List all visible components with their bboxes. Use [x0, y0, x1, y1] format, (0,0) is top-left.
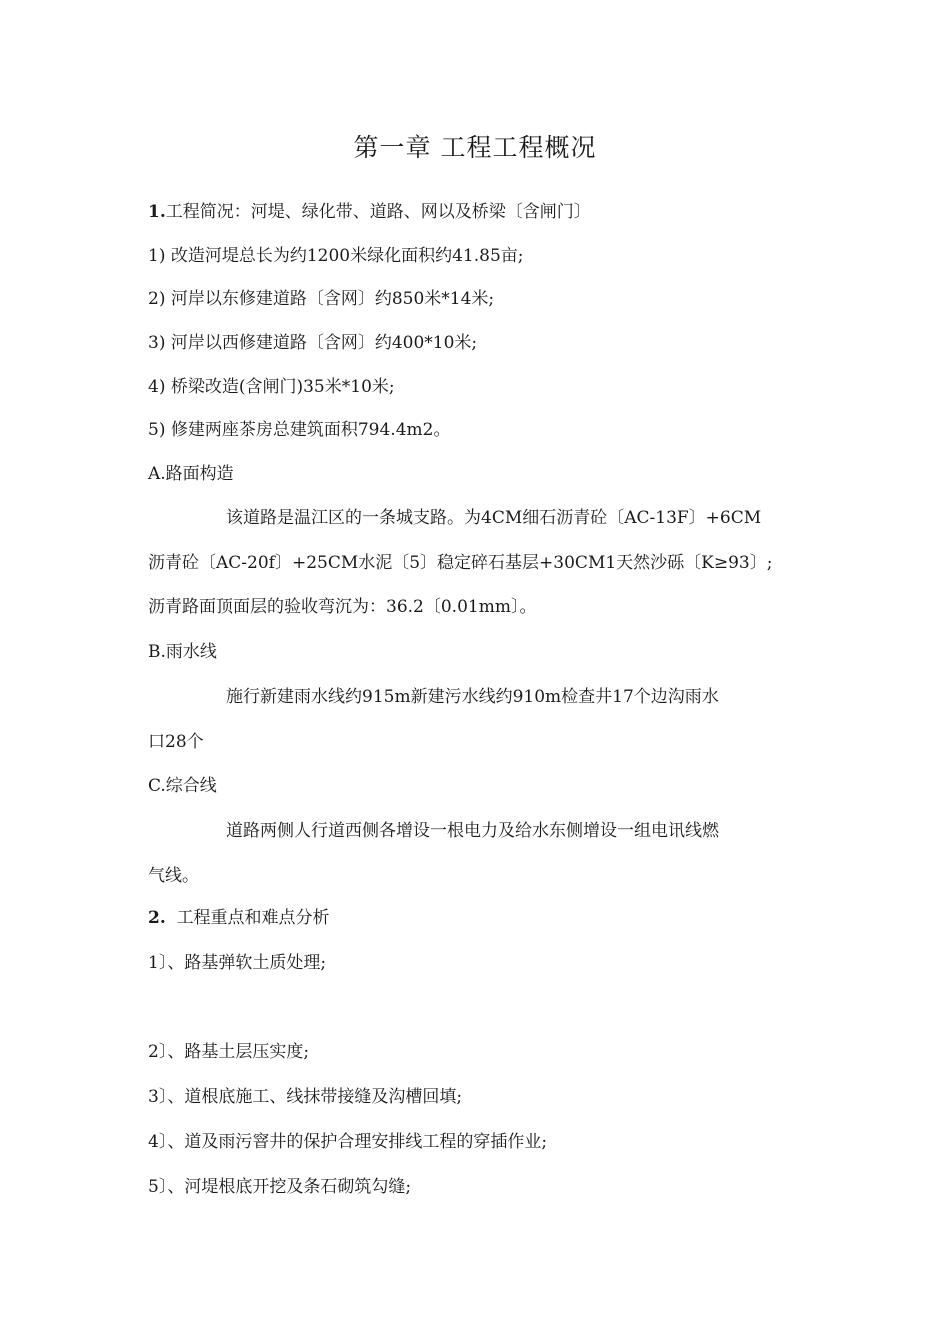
section1-item: 3) 河岸以西修建道路〔含网〕约400*10米;: [148, 333, 478, 353]
part-a-text-line: 该道路是温江区的一条城支路。为4CM细石沥青砼〔AC-13F〕+6CM: [226, 508, 762, 528]
part-b-text-line: 口28个: [148, 732, 204, 752]
part-a-heading: A.路面构造: [148, 464, 234, 484]
section2-number: 2.: [148, 908, 166, 928]
section1-item: 4) 桥梁改造(含闸门)35米*10米;: [148, 377, 395, 397]
section1-item: 2) 河岸以东修建道路〔含网〕约850米*14米;: [148, 289, 495, 309]
section2-item: 4〕、道及雨污窨井的保护合理安排线工程的穿插作业;: [148, 1132, 548, 1152]
section2-item: 2〕、路基土层压实度;: [148, 1042, 310, 1062]
section1-number: 1.: [148, 202, 166, 222]
section1-heading-line: [148, 200, 591, 224]
section2-item: 5〕、河堤根底开挖及条石砌筑勾缝;: [148, 1177, 412, 1197]
section2-heading-line: [148, 906, 330, 930]
part-b-text-line: 施行新建雨水线约915m新建污水线约910m检查井17个边沟雨水: [226, 687, 719, 707]
part-c-text-line: 道路两侧人行道西侧各增设一根电力及给水东侧增设一组电讯线燃: [226, 821, 719, 841]
section2-item: 1〕、路基弹软土质处理;: [148, 953, 327, 973]
section1-heading: 工程简况：河堤、绿化带、道路、网以及桥梁〔含闸门〕: [165, 202, 591, 222]
part-a-text-line: 沥青路面顶面层的验收弯沉为：36.2〔0.01mm〕。: [148, 597, 537, 617]
section1-item: 1) 改造河堤总长为约1200米绿化面积约41.85亩;: [148, 246, 524, 266]
page-title: 第一章 工程工程概况: [353, 133, 597, 162]
part-b-heading: B.雨水线: [148, 642, 217, 662]
section2-item: 3〕、道根底施工、线抹带接缝及沟槽回填;: [148, 1087, 463, 1107]
section1-item: 5) 修建两座茶房总建筑面积794.4m2。: [148, 420, 451, 440]
section2-heading: 工程重点和难点分析: [176, 908, 330, 928]
part-c-heading: C.综合线: [148, 776, 217, 796]
part-c-text-line: 气线。: [148, 866, 199, 886]
part-a-text-line: 沥青砼〔AC-20f〕+25CM水泥〔5〕稳定碎石基层+30CM1天然沙砾〔K≥93〕;: [148, 553, 773, 573]
